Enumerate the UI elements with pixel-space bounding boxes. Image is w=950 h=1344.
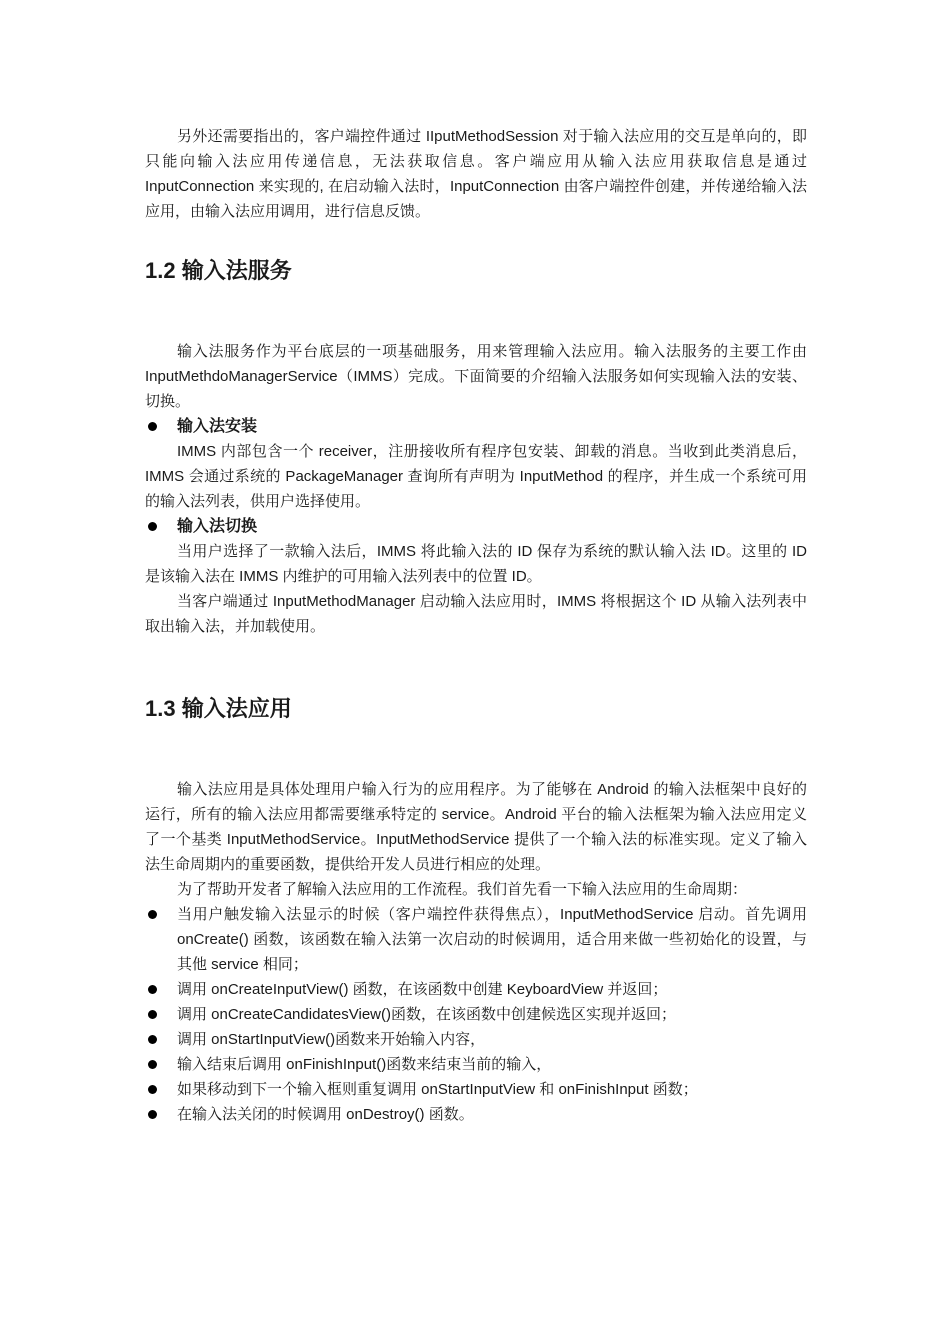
bullet-dot-icon: [148, 985, 157, 994]
switch-paragraph-2: 当客户端通过 InputMethodManager 启动输入法应用时，IMMS 将根据这个 ID 从输入法列表中取出输入法，并加载使用。: [145, 593, 807, 635]
section-1-3-intro: 输入法应用是具体处理用户输入行为的应用程序。为了能够在 Android 的输入法框架中良好的运行，所有的输入法应用都需要继承特定的 service。Android 平台的输入法框架为输入法应用定义了一个基类 InputMethodService。InputMethodService 提供了一个输入法的标准实现。定义了输入法生命周期内的重要函数，提供给开发人员进行相应的处理。: [145, 781, 807, 873]
bullet-dot-icon: [148, 422, 157, 431]
bullet-dot-icon: [148, 1010, 157, 1019]
bullet-dot-icon: [148, 1060, 157, 1069]
install-heading: 输入法安装: [177, 418, 258, 435]
section-heading-1-2: 1.2 输入法服务: [145, 258, 292, 283]
lifecycle-item-text: 当用户触发输入法显示的时候（客户端控件获得焦点），InputMethodService 启动。首先调用 onCreate() 函数，该函数在输入法第一次启动的时候调用，适合用来做一些初始化的设置，与其他 service 相同；: [177, 906, 807, 973]
section-1-2-intro: 输入法服务作为平台底层的一项基础服务，用来管理输入法应用。输入法服务的主要工作由 InputMethdoManagerService（IMMS）完成。下面简要的介绍输入法服务如何实现输入法的安装、切换。: [145, 343, 807, 410]
section-heading-1-3: 1.3 输入法应用: [145, 696, 292, 721]
lifecycle-item-text: 调用 onCreateInputView() 函数，在该函数中创建 KeyboardView 并返回；: [177, 981, 668, 998]
lifecycle-item-text: 调用 onCreateCandidatesView()函数，在该函数中创建候选区实现并返回；: [177, 1006, 676, 1023]
bullet-dot-icon: [148, 910, 157, 919]
lifecycle-item-text: 调用 onStartInputView()函数来开始输入内容，: [177, 1031, 486, 1048]
bullet-dot-icon: [148, 1035, 157, 1044]
lifecycle-item-text: 如果移动到下一个输入框则重复调用 onStartInputView 和 onFinishInput 函数；: [177, 1081, 698, 1098]
bullet-dot-icon: [148, 522, 157, 531]
install-paragraph: IMMS 内部包含一个 receiver，注册接收所有程序包安装、卸载的消息。当收到此类消息后，IMMS 会通过系统的 PackageManager 查询所有声明为 InputMethod 的程序，并生成一个系统可用的输入法列表，供用户选择使用。: [145, 443, 807, 510]
intro-paragraph: 另外还需要指出的，客户端控件通过 IIputMethodSession 对于输入法应用的交互是单向的，即只能向输入法应用传递信息，无法获取信息。客户端应用从输入法应用获取信息是通过 InputConnection 来实现的, 在启动输入法时，InputConnection 由客户端控件创建，并传递给输入法应用，由输入法应用调用，进行信息反馈。: [145, 128, 807, 220]
lifecycle-intro: 为了帮助开发者了解输入法应用的工作流程。我们首先看一下输入法应用的生命周期：: [177, 881, 748, 898]
switch-paragraph-1: 当用户选择了一款输入法后，IMMS 将此输入法的 ID 保存为系统的默认输入法 ID。这里的 ID 是该输入法在 IMMS 内维护的可用输入法列表中的位置 ID。: [145, 543, 807, 585]
lifecycle-item-text: 在输入法关闭的时候调用 onDestroy() 函数。: [177, 1106, 474, 1123]
lifecycle-item-text: 输入结束后调用 onFinishInput()函数来结束当前的输入，: [177, 1056, 552, 1073]
bullet-dot-icon: [148, 1085, 157, 1094]
bullet-dot-icon: [148, 1110, 157, 1119]
switch-heading: 输入法切换: [177, 518, 258, 535]
